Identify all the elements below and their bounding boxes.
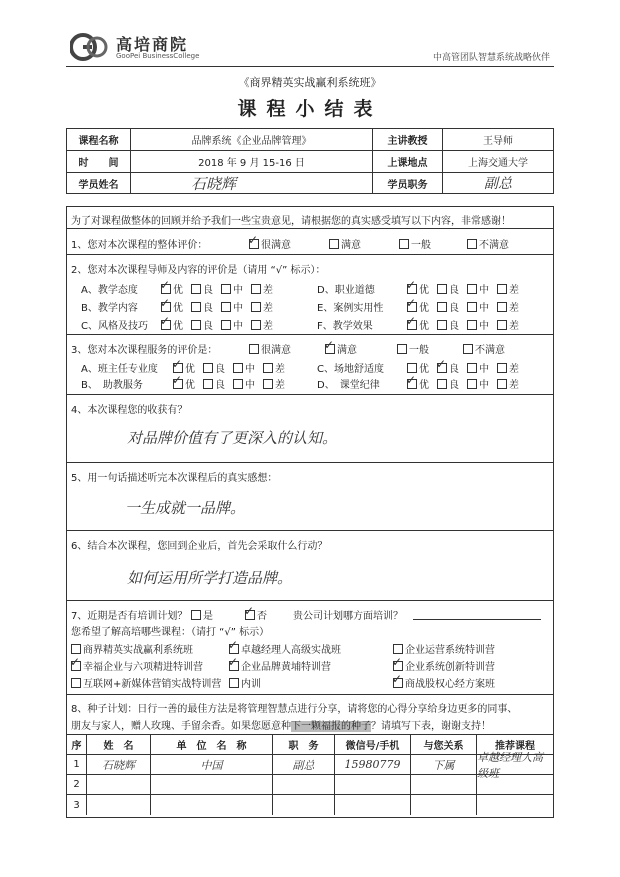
brand-name: 高培商院	[116, 35, 189, 54]
q2-grade-label: 差	[509, 285, 519, 296]
checkbox-icon	[437, 379, 447, 389]
checkbox-icon	[233, 363, 243, 373]
q3-section	[67, 335, 553, 395]
checkbox-icon	[221, 320, 231, 330]
q7-yes-option[interactable]: 是	[191, 607, 213, 622]
survey-form	[66, 206, 554, 818]
referral-header-cell: 职 务	[273, 735, 335, 755]
q2-grade-label: 良	[449, 285, 459, 296]
referral-cell[interactable]: 15980779	[335, 755, 411, 775]
checkbox-icon	[437, 320, 447, 330]
q3-grade-option[interactable]	[437, 376, 459, 391]
referral-cell[interactable]	[335, 775, 411, 795]
student-signature: 石晓辉	[131, 173, 373, 193]
q3-grade-option[interactable]	[203, 376, 225, 391]
form-title: 课程小结表	[237, 98, 383, 120]
q2-grade-label: 差	[263, 303, 273, 314]
info-table	[66, 128, 554, 194]
q3-grade-label: 优	[419, 380, 429, 391]
q2-grade-option[interactable]	[191, 299, 213, 314]
q7-course-label: 幸福企业与六项精进特训营	[83, 662, 203, 673]
referral-cell[interactable]: 副总	[273, 755, 335, 775]
checkbox-icon	[329, 239, 339, 249]
checkbox-icon	[393, 644, 403, 654]
brand-name-en: GooPei BusinessCollege	[116, 52, 200, 60]
q1-label: 1、您对本次课程的整体评价：	[71, 240, 208, 251]
q2-grade-option[interactable]	[437, 299, 459, 314]
referral-cell[interactable]: 中国	[151, 755, 273, 775]
time-value: 2018 年 9 月 15-16 日	[131, 151, 373, 173]
checkbox-icon	[173, 363, 183, 373]
q2-grade-option[interactable]	[251, 281, 273, 296]
q3-grade-label: 中	[479, 364, 489, 375]
referral-cell: 3	[67, 795, 87, 815]
checkbox-icon	[497, 284, 507, 294]
referral-cell[interactable]	[411, 795, 477, 815]
q7-course-option[interactable]	[393, 641, 495, 656]
checkbox-icon	[249, 239, 259, 249]
checkbox-icon	[399, 239, 409, 249]
checkbox-icon	[191, 610, 201, 620]
q3-grade-option[interactable]	[437, 360, 459, 375]
checkbox-icon	[407, 302, 417, 312]
referral-header-cell: 与您关系	[411, 735, 477, 755]
checkbox-icon	[191, 302, 201, 312]
checkbox-icon	[263, 379, 273, 389]
q3-option-very-satisfied[interactable]: 很满意	[249, 341, 291, 356]
checkbox-icon	[161, 284, 171, 294]
referral-cell[interactable]	[477, 775, 553, 795]
checkbox-icon	[221, 302, 231, 312]
q3-grade-option[interactable]	[233, 376, 255, 391]
q2-grade-label: 良	[449, 303, 459, 314]
q2-item-name: A、教学态度	[81, 285, 138, 296]
course-value: 品牌系统《企业品牌管理》	[131, 129, 373, 151]
q4-section	[67, 395, 553, 463]
goopei-logo-icon	[70, 32, 108, 62]
checkbox-icon	[407, 363, 417, 373]
q7-hint: 您希望了解高培哪些课程：（请打 “√” 标示）	[71, 627, 270, 638]
q3-grade-label: 良	[215, 364, 225, 375]
q2-item-name: E、案例实用性	[317, 303, 384, 314]
referral-cell[interactable]: 下属	[411, 755, 477, 775]
q7-course-label: 企业品牌黄埔特训营	[241, 662, 331, 673]
q7-plan-blank[interactable]	[413, 619, 541, 620]
referral-header-cell: 姓 名	[87, 735, 151, 755]
q3-grade-label: 差	[509, 380, 519, 391]
referral-cell[interactable]	[477, 795, 553, 815]
q3-grade-label: 中	[245, 364, 255, 375]
checkbox-icon	[393, 678, 403, 688]
checkbox-icon	[467, 239, 477, 249]
checkbox-icon	[437, 302, 447, 312]
referral-cell[interactable]	[273, 795, 335, 815]
checkbox-icon	[203, 379, 213, 389]
intro-text: 为了对课程做整体的回顾并给予我们一些宝贵意见，请根据您的真实感受填写以下内容，非常感谢！	[71, 216, 511, 227]
header-divider	[66, 66, 554, 67]
q4-answer[interactable]: 对品牌价值有了更深入的认知。	[127, 429, 338, 447]
checkbox-icon	[437, 284, 447, 294]
q7-plan-label: 贵公司计划哪方面培训？	[293, 611, 403, 622]
q7-course-option[interactable]	[71, 675, 221, 690]
referral-table	[67, 735, 553, 817]
checkbox-icon	[407, 284, 417, 294]
q2-grade-option[interactable]	[497, 281, 519, 296]
teacher-label: 主讲教授	[373, 129, 443, 151]
q3-grade-option[interactable]	[233, 360, 255, 375]
q3-item-name: A、班主任专业度	[81, 364, 158, 375]
q3-label: 3、您对本次课程服务的评价是：	[71, 345, 218, 356]
checkbox-icon	[191, 320, 201, 330]
q3-grade-option[interactable]	[467, 376, 489, 391]
q2-grade-option[interactable]	[221, 299, 243, 314]
q2-grade-option[interactable]	[161, 299, 183, 314]
q7-course-option[interactable]	[229, 675, 261, 690]
q3-grade-option[interactable]	[497, 376, 519, 391]
q5-section	[67, 463, 553, 531]
q3-grade-label: 中	[245, 380, 255, 391]
referral-cell[interactable]	[151, 775, 273, 795]
q7-no-option[interactable]: ✓ 否	[245, 607, 267, 622]
referral-cell[interactable]	[411, 775, 477, 795]
q2-grade-label: 中	[479, 303, 489, 314]
q2-grade-option[interactable]	[251, 317, 273, 332]
q2-grade-option[interactable]	[437, 317, 459, 332]
q2-grade-option[interactable]	[467, 299, 489, 314]
checkbox-icon	[71, 661, 81, 671]
q2-label: 2、您对本次课程导师及内容的评价是（请用 “√” 标示）：	[71, 265, 326, 276]
q5-answer[interactable]: 一生成就一品牌。	[125, 499, 246, 517]
q3-grade-option[interactable]	[263, 376, 285, 391]
q3-grade-option[interactable]	[173, 376, 195, 391]
q2-grade-option[interactable]	[407, 281, 429, 296]
q2-grade-label: 差	[509, 303, 519, 314]
q3-option-average[interactable]: 一般	[397, 341, 429, 356]
checkbox-icon	[229, 644, 239, 654]
q3-grade-label: 中	[479, 380, 489, 391]
post-value: 副总	[484, 176, 512, 192]
referral-header-cell: 序	[67, 735, 87, 755]
slogan: 中高管团队智慧系统战略伙伴	[432, 53, 550, 63]
q3-option-satisfied[interactable]: ✓ 满意	[325, 341, 357, 356]
q8-line2: 朋友与家人，赠人玫瑰、手留余香。如果您愿意种下一颗福报的种子？请填写下表，谢谢支持！	[71, 721, 491, 732]
checkbox-icon	[497, 320, 507, 330]
q5-label: 5、用一句话描述听完本次课程后的真实感想：	[71, 473, 278, 484]
referral-cell[interactable]: 石晓辉	[87, 755, 151, 775]
q3-grade-option[interactable]	[203, 360, 225, 375]
checkbox-icon	[203, 363, 213, 373]
checkbox-icon	[233, 379, 243, 389]
q1-section	[67, 229, 553, 255]
q6-answer[interactable]: 如何运用所学打造品牌。	[127, 569, 293, 587]
q2-grade-option[interactable]	[161, 281, 183, 296]
q3-grade-label: 优	[419, 364, 429, 375]
checkbox-icon	[497, 379, 507, 389]
checkbox-icon	[467, 363, 477, 373]
q2-item-name: F、教学效果	[317, 321, 373, 332]
q3-grade-label: 良	[215, 380, 225, 391]
q8-highlight: 下一颗福报的种子	[291, 721, 371, 732]
q3-grade-label: 差	[275, 364, 285, 375]
q2-item-name: C、风格及技巧	[81, 321, 148, 332]
student-label: 学员姓名	[67, 173, 131, 193]
q3-grade-label: 优	[185, 380, 195, 391]
q1-option-very-satisfied[interactable]: ✓ 很满意	[249, 236, 291, 251]
q2-grade-label: 中	[479, 321, 489, 332]
q2-grade-option[interactable]	[191, 317, 213, 332]
q2-grade-label: 良	[203, 321, 213, 332]
q2-grade-label: 差	[263, 321, 273, 332]
q3-grade-label: 良	[449, 380, 459, 391]
checkbox-icon	[263, 363, 273, 373]
q2-grade-label: 中	[233, 285, 243, 296]
q3-grade-option[interactable]	[497, 360, 519, 375]
checkbox-icon	[467, 284, 477, 294]
q7-course-label: 商界精英实战赢利系统班	[83, 645, 193, 656]
checkbox-icon	[325, 344, 335, 354]
referral-header-cell: 推荐课程	[477, 735, 553, 755]
checkbox-icon	[229, 661, 239, 671]
q2-item-name: B、教学内容	[81, 303, 138, 314]
q7-course-label: 互联网+新媒体营销实战特训营	[83, 679, 222, 690]
q3-option-unsatisfied[interactable]: 不满意	[463, 341, 505, 356]
q2-item-name: D、职业道德	[317, 285, 375, 296]
q2-grade-option[interactable]	[497, 299, 519, 314]
teacher-value: 王导师	[443, 129, 553, 151]
q2-grade-label: 差	[263, 285, 273, 296]
referral-cell[interactable]	[87, 795, 151, 815]
q8-section	[67, 695, 553, 735]
q7-course-label: 内训	[241, 679, 261, 690]
checkbox-icon	[221, 284, 231, 294]
q7-section	[67, 601, 553, 695]
q2-grade-option[interactable]	[467, 281, 489, 296]
checkbox-icon	[251, 284, 261, 294]
q7-course-option[interactable]	[71, 641, 193, 656]
place-value: 上海交通大学	[443, 151, 553, 173]
program-name: 《商界精英实战赢利系统班》	[238, 76, 382, 89]
q2-grade-label: 中	[233, 321, 243, 332]
checkbox-icon	[249, 344, 259, 354]
q7-course-option[interactable]	[393, 658, 495, 673]
referral-header-cell: 微信号/手机	[335, 735, 411, 755]
q4-label: 4、本次课程您的收获有？	[71, 405, 188, 416]
q3-grade-label: 优	[185, 364, 195, 375]
q2-grade-label: 优	[419, 321, 429, 332]
checkbox-icon	[393, 661, 403, 671]
q7-course-label: 企业系统创新特训营	[405, 662, 495, 673]
checkbox-icon	[497, 302, 507, 312]
q3-item-name: C、场地舒适度	[317, 364, 384, 375]
checkbox-icon	[161, 302, 171, 312]
checkbox-icon	[497, 363, 507, 373]
q2-grade-label: 差	[509, 321, 519, 332]
q2-grade-label: 中	[479, 285, 489, 296]
checkbox-icon	[245, 610, 255, 620]
referral-cell[interactable]: 卓越经理人高级班	[477, 755, 553, 775]
checkbox-icon	[463, 344, 473, 354]
q6-label: 6、结合本次课程，您回到企业后，首先会采取什么行动？	[71, 541, 328, 552]
checkbox-icon	[467, 320, 477, 330]
q1-option-unsatisfied[interactable]: 不满意	[467, 236, 509, 251]
q2-section	[67, 255, 553, 335]
checkbox-icon	[437, 363, 447, 373]
q6-section	[67, 531, 553, 601]
checkbox-icon	[397, 344, 407, 354]
q2-grade-label: 优	[173, 285, 183, 296]
q7-course-option[interactable]	[229, 658, 331, 673]
referral-cell[interactable]	[151, 795, 273, 815]
q2-grade-label: 良	[203, 285, 213, 296]
q2-grade-label: 优	[419, 285, 429, 296]
q2-grade-option[interactable]	[437, 281, 459, 296]
course-label: 课程名称	[67, 129, 131, 151]
checkbox-icon	[173, 379, 183, 389]
q7-course-option[interactable]	[393, 675, 495, 690]
referral-cell[interactable]	[273, 775, 335, 795]
checkbox-icon	[71, 644, 81, 654]
q7-course-label: 卓越经理人高级实战班	[241, 645, 341, 656]
q3-grade-label: 差	[509, 364, 519, 375]
checkbox-icon	[191, 284, 201, 294]
checkbox-icon	[407, 379, 417, 389]
q3-item-name: D、 课堂纪律	[317, 380, 380, 391]
place-label: 上课地点	[373, 151, 443, 173]
referral-cell: 1	[67, 755, 87, 775]
checkbox-icon	[467, 302, 477, 312]
q2-grade-option[interactable]	[221, 281, 243, 296]
q7-label: 7、近期是否有培训计划？	[71, 611, 188, 622]
q3-item-name: B、 助教服务	[81, 380, 143, 391]
checkbox-icon	[251, 320, 261, 330]
q2-grade-label: 中	[233, 303, 243, 314]
page-header	[70, 28, 550, 68]
q1-option-average[interactable]: 一般	[399, 236, 431, 251]
q2-grade-option[interactable]	[161, 317, 183, 332]
q2-grade-option[interactable]	[407, 299, 429, 314]
referral-header-cell: 单 位 名 称	[151, 735, 273, 755]
q7-course-option[interactable]	[71, 658, 203, 673]
time-label: 时 间	[67, 151, 131, 173]
q3-grade-option[interactable]	[407, 376, 429, 391]
checkbox-icon	[161, 320, 171, 330]
referral-cell[interactable]	[87, 775, 151, 795]
post-label: 学员职务	[373, 173, 443, 193]
q3-grade-option[interactable]	[467, 360, 489, 375]
q2-grade-label: 良	[203, 303, 213, 314]
intro-row	[67, 207, 553, 229]
q2-grade-option[interactable]	[251, 299, 273, 314]
q2-grade-label: 优	[173, 303, 183, 314]
q7-course-option[interactable]	[229, 641, 341, 656]
referral-cell[interactable]	[335, 795, 411, 815]
checkbox-icon	[251, 302, 261, 312]
q7-course-label: 企业运营系统特训营	[405, 645, 495, 656]
q2-grade-option[interactable]	[221, 317, 243, 332]
q3-grade-label: 良	[449, 364, 459, 375]
checkbox-icon	[229, 678, 239, 688]
q3-grade-label: 差	[275, 380, 285, 391]
q2-grade-option[interactable]	[407, 317, 429, 332]
q7-course-label: 商战股权心经方案班	[405, 679, 495, 690]
q1-option-satisfied[interactable]: 满意	[329, 236, 361, 251]
checkbox-icon	[71, 678, 81, 688]
q3-grade-option[interactable]	[263, 360, 285, 375]
checkbox-icon	[407, 320, 417, 330]
checkbox-icon	[467, 379, 477, 389]
q2-grade-option[interactable]	[497, 317, 519, 332]
referral-cell: 2	[67, 775, 87, 795]
q8-line1: 8、种子计划：日行一善的最佳方法是将管理智慧点进行分享，请将您的心得分享给身边更多的同事、	[71, 704, 518, 715]
q2-grade-label: 良	[449, 321, 459, 332]
q2-grade-option[interactable]	[467, 317, 489, 332]
q2-grade-label: 优	[419, 303, 429, 314]
q2-grade-option[interactable]	[191, 281, 213, 296]
q2-grade-label: 优	[173, 321, 183, 332]
